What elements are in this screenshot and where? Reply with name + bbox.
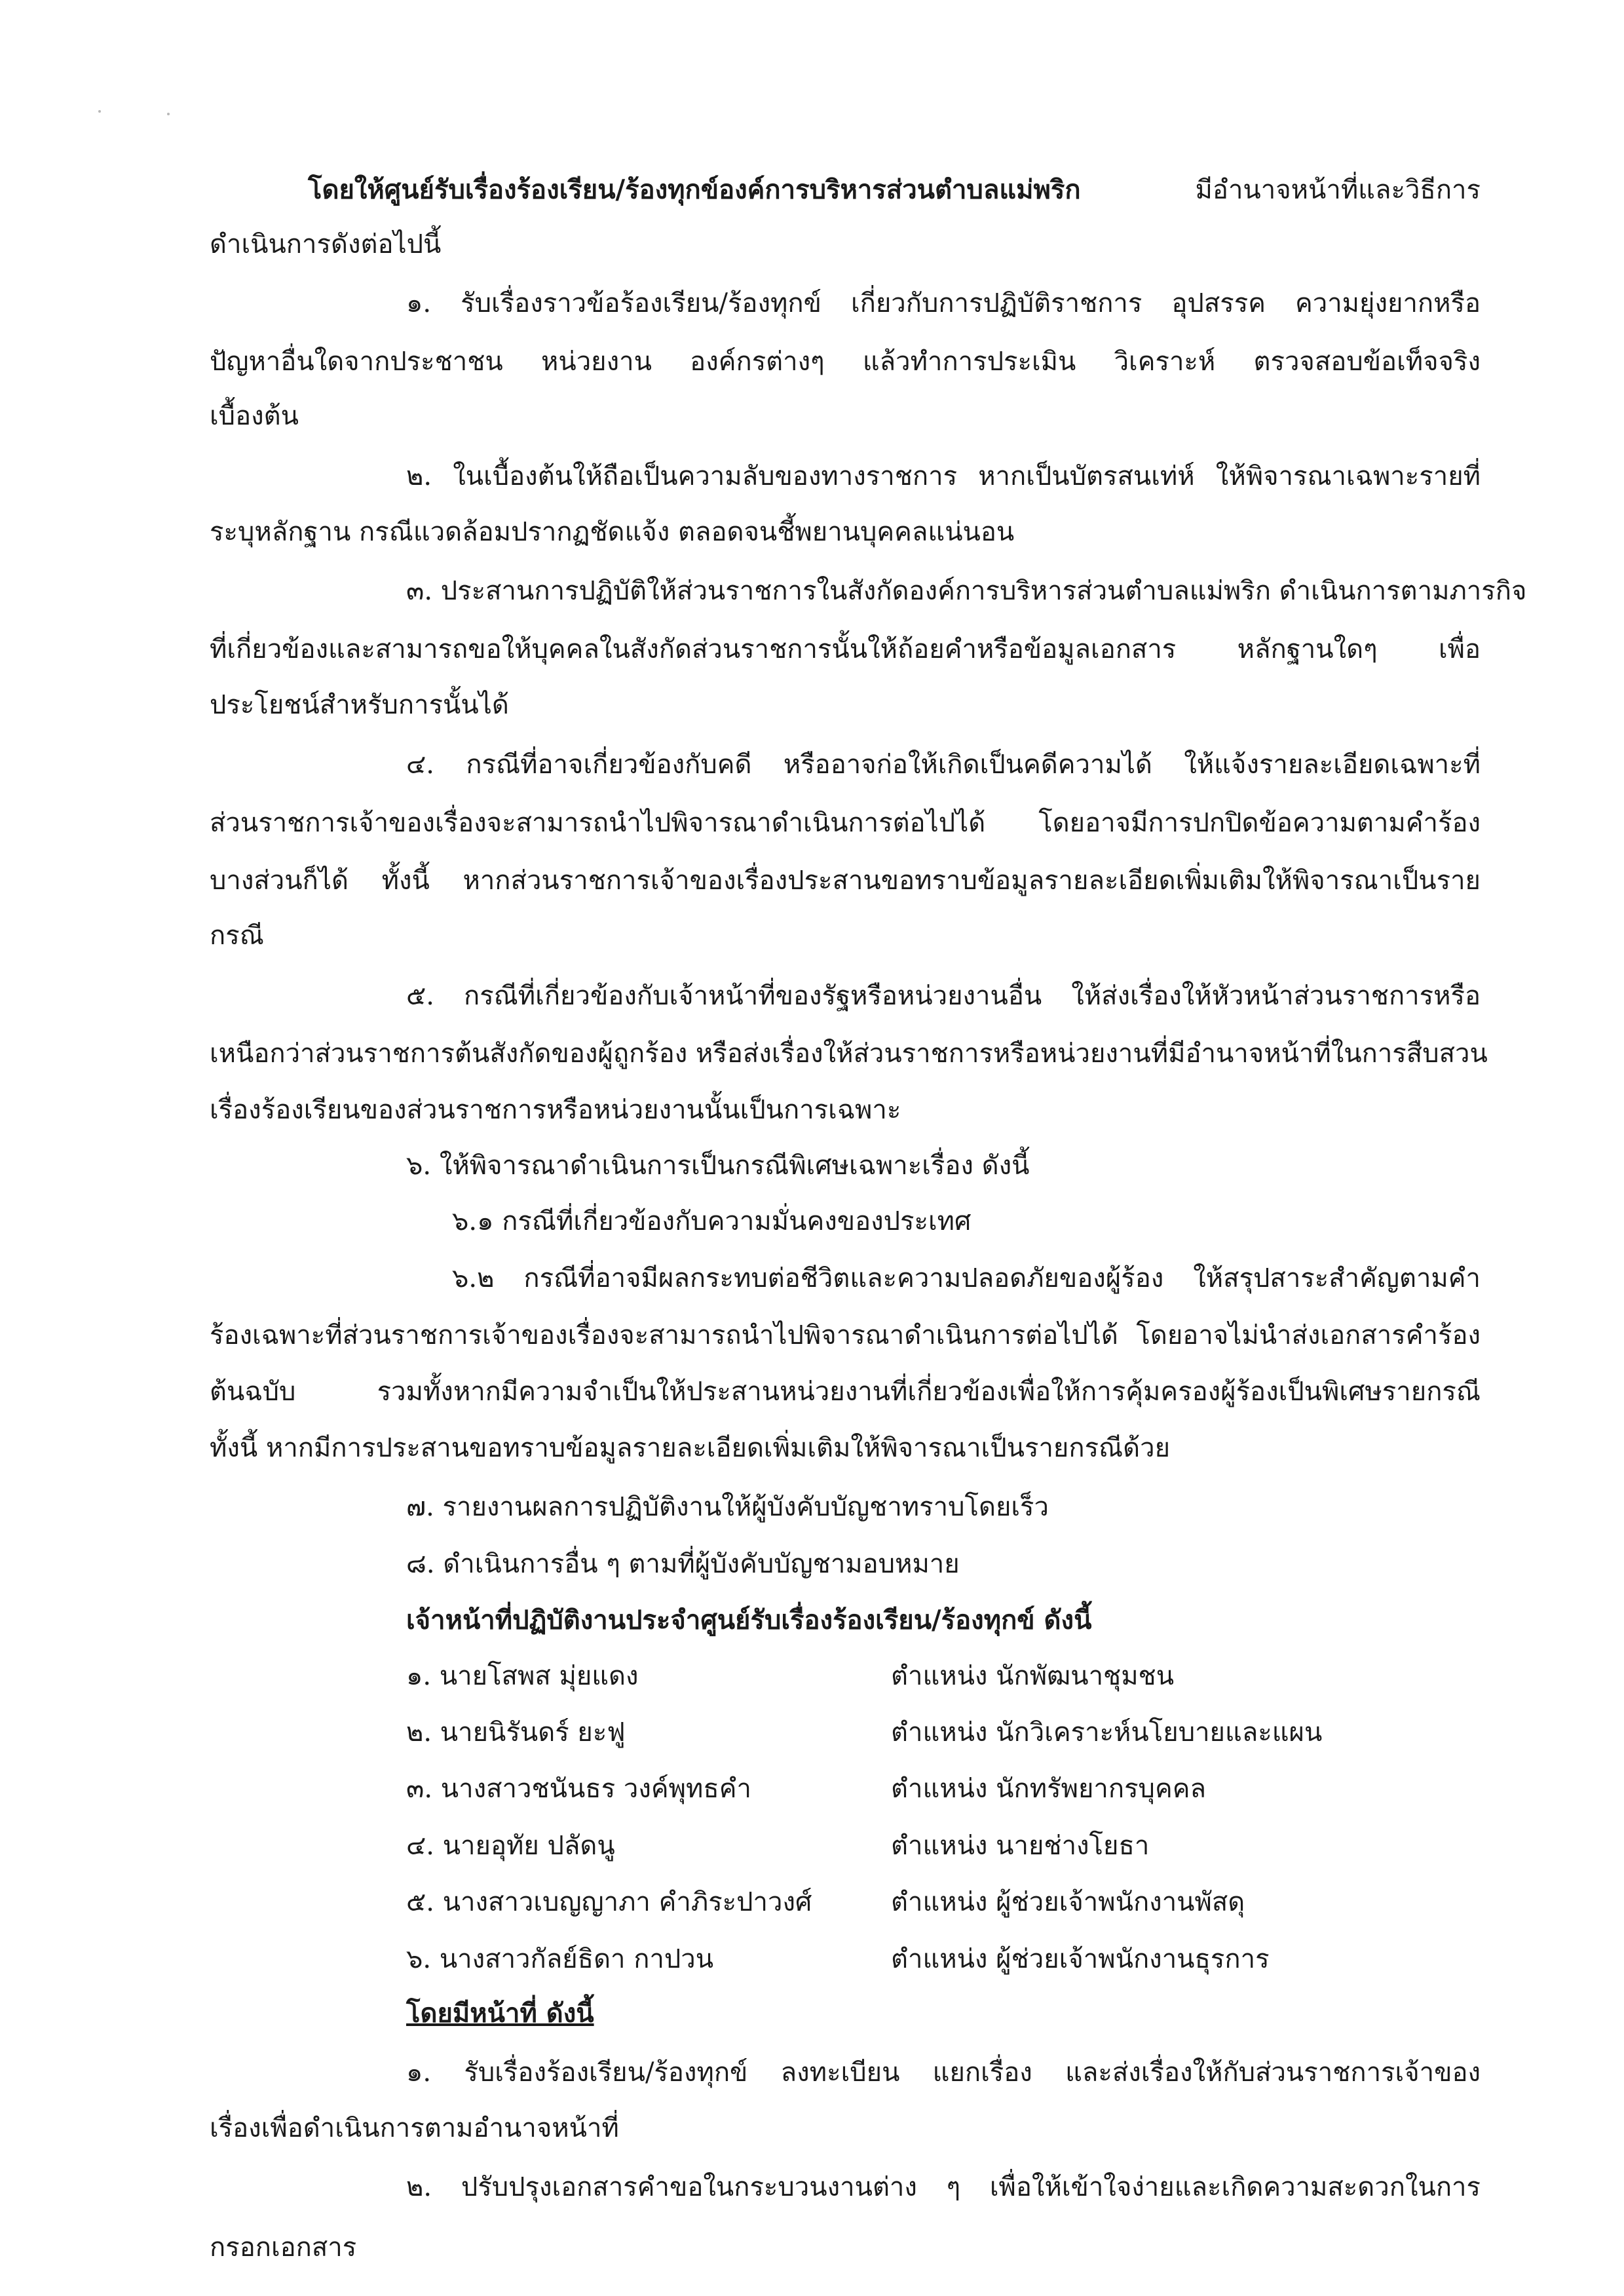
duty-line: เบื้องต้น bbox=[210, 401, 299, 431]
staff-position: ตำแหน่ง ผู้ช่วยเจ้าพนักงานพัสดุ bbox=[891, 1887, 1245, 1917]
duty-line: ๑. รับเรื่องราวข้อร้องเรียน/ร้องทุกข์ เกี่ยวกับการปฏิบัติราชการ อุปสรรค ความยุ่งยากหรือ bbox=[406, 288, 1481, 318]
center-name: โดยให้ศูนย์รับเรื่องร้องเรียน/ร้องทุกข์องค์การบริหารส่วนตำบลแม่พริก bbox=[308, 174, 1081, 205]
duty-line: กรณี bbox=[210, 921, 264, 951]
staff-heading: เจ้าหน้าที่ปฏิบัติงานประจำศูนย์รับเรื่องร้องเรียน/ร้องทุกข์ ดังนี้ bbox=[406, 1605, 1092, 1636]
duty-line: ๖. ให้พิจารณาดำเนินการเป็นกรณีพิเศษเฉพาะเรื่อง ดังนี้ bbox=[406, 1151, 1030, 1181]
intro-line-1 bbox=[308, 170, 1481, 210]
duty-line: เรื่องร้องเรียนของส่วนราชการหรือหน่วยงานนั้นเป็นการเฉพาะ bbox=[210, 1095, 901, 1125]
duty-subline: ต้นฉบับ รวมทั้งหากมีความจำเป็นให้ประสานหน่วยงานที่เกี่ยวข้องเพื่อให้การคุ้มครองผู้ร้องเป็นพิเศษรายกรณี bbox=[210, 1377, 1481, 1407]
duty-line: ที่เกี่ยวข้องและสามารถขอให้บุคคลในสังกัดส่วนราชการนั้นให้ถ้อยคำหรือข้อมูลเอกสาร หลักฐานใดๆ เพื่อ bbox=[210, 634, 1481, 664]
duty-line: ระบุหลักฐาน กรณีแวดล้อมปรากฏชัดแจ้ง ตลอดจนชี้พยานบุคคลแน่นอน bbox=[210, 517, 1015, 547]
staff-position: ตำแหน่ง นักพัฒนาชุมชน bbox=[891, 1661, 1175, 1691]
duty-line: เหนือกว่าส่วนราชการต้นสังกัดของผู้ถูกร้อง หรือส่งเรื่องให้ส่วนราชการหรือหน่วยงานที่มีอำนาจหน้าที่ในการสืบสวน bbox=[210, 1039, 1488, 1069]
staff-position: ตำแหน่ง นักทรัพยากรบุคคล bbox=[891, 1774, 1206, 1804]
task-line: ๒. ปรับปรุงเอกสารคำขอในกระบวนงานต่าง ๆ เพื่อให้เข้าใจง่ายและเกิดความสะดวกในการ bbox=[406, 2172, 1481, 2202]
duty-subline: ร้องเฉพาะที่ส่วนราชการเจ้าของเรื่องจะสามารถนำไปพิจารณาดำเนินการต่อไปได้ โดยอาจไม่นำส่งเอกสารคำร้อง bbox=[210, 1320, 1481, 1350]
duty-line: ประโยชน์สำหรับการนั้นได้ bbox=[210, 690, 509, 720]
staff-position: ตำแหน่ง นายช่างโยธา bbox=[891, 1831, 1150, 1861]
staff-name: ๖. นางสาวกัลย์ธิดา กาปวน bbox=[406, 1944, 714, 1974]
staff-name: ๑. นายโสพส มุ่ยแดง bbox=[406, 1661, 639, 1691]
duty-line: ๘. ดำเนินการอื่น ๆ ตามที่ผู้บังคับบัญชามอบหมาย bbox=[406, 1549, 960, 1579]
duty-line: ๗. รายงานผลการปฏิบัติงานให้ผู้บังคับบัญชาทราบโดยเร็ว bbox=[406, 1492, 1049, 1522]
staff-position: ตำแหน่ง นักวิเคราะห์นโยบายและแผน bbox=[891, 1717, 1323, 1748]
duty-subline: ๖.๑ กรณีที่เกี่ยวข้องกับความมั่นคงของประเทศ bbox=[452, 1206, 972, 1236]
intro-line-2: ดำเนินการดังต่อไปนี้ bbox=[210, 229, 442, 259]
duty-line: ปัญหาอื่นใดจากประชาชน หน่วยงาน องค์กรต่างๆ แล้วทำการประเมิน วิเคราะห์ ตรวจสอบข้อเท็จจริง bbox=[210, 347, 1481, 377]
duty-line: ส่วนราชการเจ้าของเรื่องจะสามารถนำไปพิจารณาดำเนินการต่อไปได้ โดยอาจมีการปกปิดข้อความตามคำร้อง bbox=[210, 808, 1481, 838]
duty-line: บางส่วนก็ได้ ทั้งนี้ หากส่วนราชการเจ้าของเรื่องประสานขอทราบข้อมูลรายละเอียดเพิ่มเติมให้พิจารณาเป็นราย bbox=[210, 866, 1481, 896]
duty-line: ๒. ในเบื้องต้นให้ถือเป็นความลับของทางราชการ หากเป็นบัตรสนเท่ห์ ให้พิจารณาเฉพาะรายที่ bbox=[406, 461, 1481, 491]
duty-line: ๓. ประสานการปฏิบัติให้ส่วนราชการในสังกัดองค์การบริหารส่วนตำบลแม่พริก ดำเนินการตามภารกิจ bbox=[406, 576, 1527, 606]
staff-name: ๔. นายอุทัย ปลัดนู bbox=[406, 1831, 615, 1861]
staff-name: ๒. นายนิรันดร์ ยะฟู bbox=[406, 1717, 626, 1748]
duty-subline: ๖.๒ กรณีที่อาจมีผลกระทบต่อชีวิตและความปลอดภัยของผู้ร้อง ให้สรุปสาระสำคัญตามคำ bbox=[452, 1263, 1481, 1293]
task-line: กรอกเอกสาร bbox=[210, 2232, 357, 2263]
staff-name: ๕. นางสาวเบญญาภา คำภิระปาวงศ์ bbox=[406, 1887, 812, 1917]
staff-position: ตำแหน่ง ผู้ช่วยเจ้าพนักงานธุรการ bbox=[891, 1944, 1270, 1974]
intro-text: มีอำนาจหน้าที่และวิธีการ bbox=[1195, 175, 1481, 205]
tasks-heading: โดยมีหน้าที่ ดังนี้ bbox=[406, 1998, 594, 2029]
duty-subline: ทั้งนี้ หากมีการประสานขอทราบข้อมูลรายละเอียดเพิ่มเติมให้พิจารณาเป็นรายกรณีด้วย bbox=[210, 1433, 1171, 1463]
scan-speck bbox=[167, 113, 170, 115]
duty-line: ๔. กรณีที่อาจเกี่ยวข้องกับคดี หรืออาจก่อให้เกิดเป็นคดีความได้ ให้แจ้งรายละเอียดเฉพาะที่ bbox=[406, 750, 1481, 780]
task-line: ๑. รับเรื่องร้องเรียน/ร้องทุกข์ ลงทะเบียน แยกเรื่อง และส่งเรื่องให้กับส่วนราชการเจ้าของ bbox=[406, 2057, 1481, 2088]
scan-speck bbox=[98, 110, 101, 113]
task-line: เรื่องเพื่อดำเนินการตามอำนาจหน้าที่ bbox=[210, 2113, 619, 2143]
duty-line: ๕. กรณีที่เกี่ยวข้องกับเจ้าหน้าที่ของรัฐหรือหน่วยงานอื่น ให้ส่งเรื่องให้หัวหน้าส่วนราชการหรือ bbox=[406, 981, 1481, 1011]
staff-name: ๓. นางสาวชนันธร วงค์พุทธคำ bbox=[406, 1774, 752, 1804]
